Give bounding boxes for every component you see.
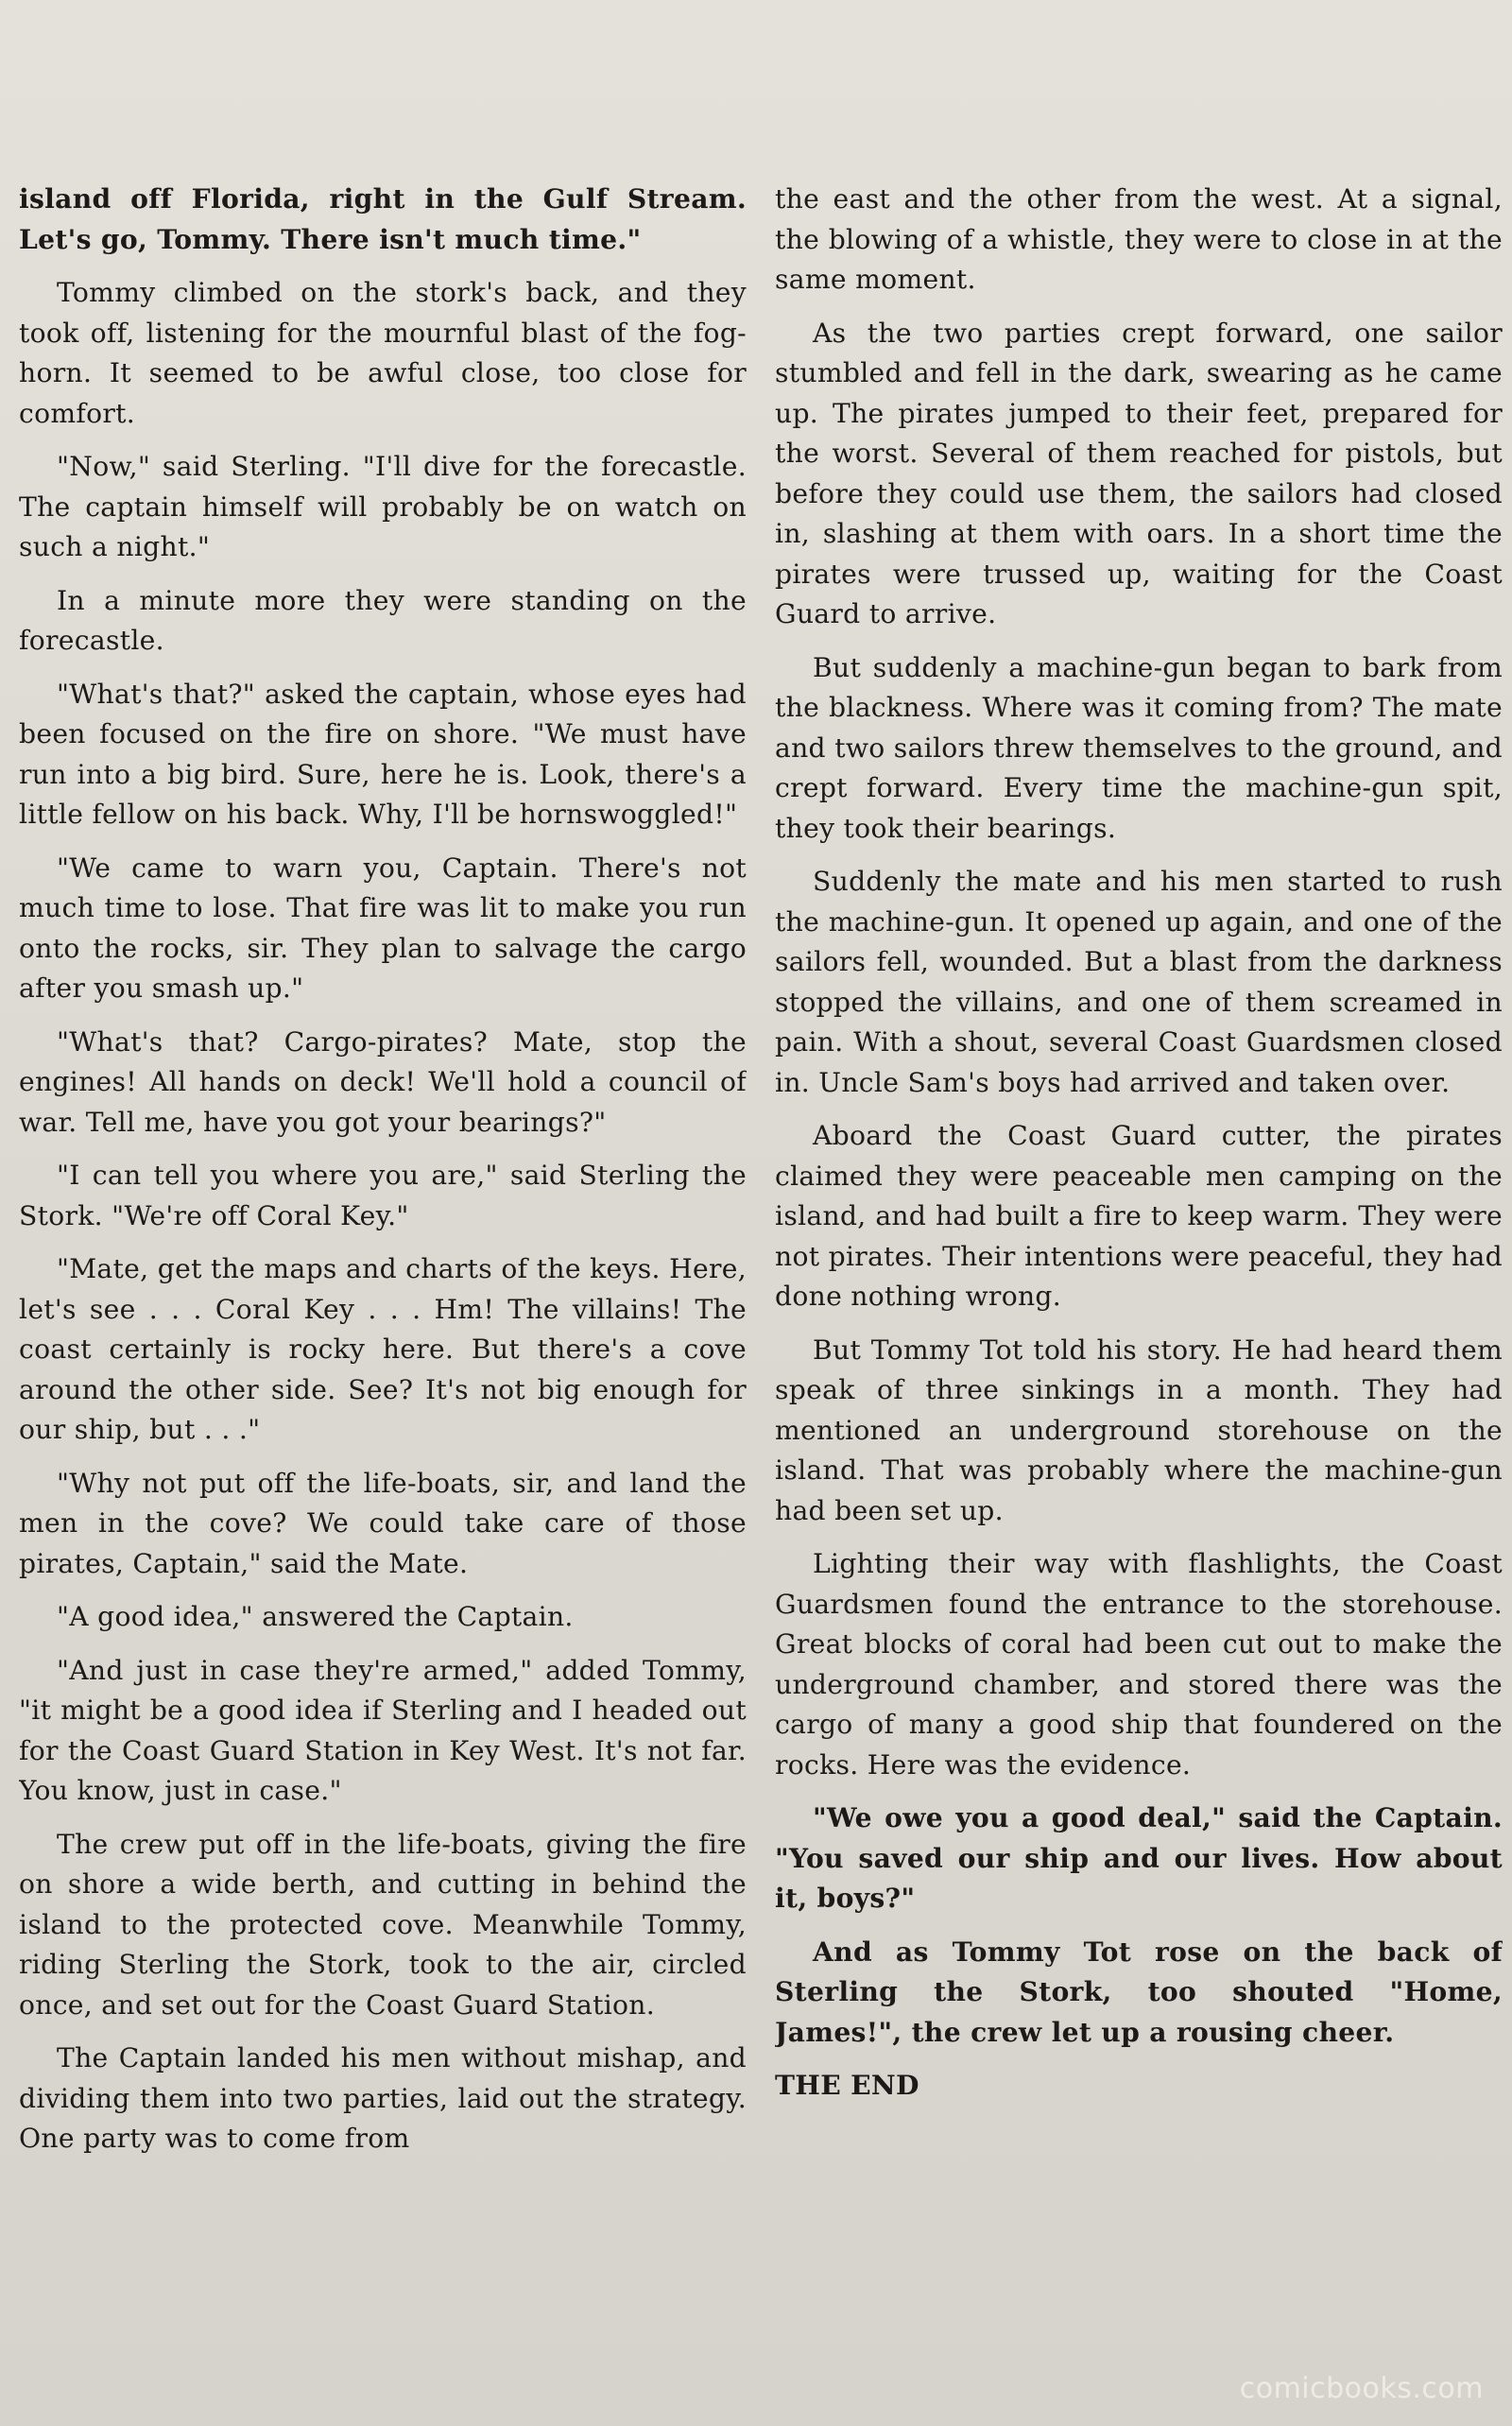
- paragraph: Lighting their way with flashlights, the Coast Guardsmen found the entrance to the storehouse. Great blocks of coral had been cut out to make the underground chamber, and stored there was the cargo of many a good ship that foundered on the rocks. Here was the evidence.: [775, 1548, 1503, 1781]
- paragraph: "And just in case they're armed," added Tommy, "it might be a good idea if Sterling and I headed out for the Coast Guard Station in Key West. It's not far. You know, just in case.": [19, 1654, 747, 1806]
- paragraph: the east and the other from the west. At a signal, the blowing of a whistle, they were to close in at the same moment.: [775, 183, 1503, 295]
- paragraph: Tommy climbed on the stork's back, and they took off, listening for the mournful blast of the fog-horn. It seemed to be awful close, too close for comfort.: [19, 277, 747, 429]
- paragraph: "Mate, get the maps and charts of the keys. Here, let's see . . . Coral Key . . . Hm! The villains! The coast certainly is rocky here. But there's a cove around the other side. See? It's not big enough for our ship, but . . .": [19, 1253, 747, 1445]
- paragraph: Suddenly the mate and his men started to rush the machine-gun. It opened up again, and one of the sailors fell, wounded. But a blast from the darkness stopped the villains, and one of them screamed in pain. With a shout, several Coast Guardsmen closed in. Uncle Sam's boys had arrived and taken over.: [775, 866, 1503, 1098]
- paragraph: The Captain landed his men without mishap, and dividing them into two parties, laid out the strategy. One party was to come from: [19, 2042, 747, 2154]
- paragraph: "We owe you a good deal," said the Captain. "You saved our ship and our lives. How about it, boys?": [775, 1802, 1503, 1914]
- paragraph: "What's that? Cargo-pirates? Mate, stop the engines! All hands on deck! We'll hold a council of war. Tell me, have you got your bearings?": [19, 1025, 747, 1138]
- site-watermark: comicbooks.com: [1239, 2372, 1484, 2405]
- paragraph: "I can tell you where you are," said Sterling the Stork. "We're off Coral Key.": [19, 1160, 747, 1231]
- paragraph: In a minute more they were standing on the forecastle.: [19, 584, 747, 656]
- paragraph: "We came to warn you, Captain. There's not much time to lose. That fire was lit to make you run onto the rocks, sir. They plan to salvage the cargo after you smash up.": [19, 852, 747, 1004]
- left-column: [19, 180, 747, 2353]
- paragraph: But suddenly a machine-gun began to bark from the blackness. Where was it coming from? The mate and two sailors threw themselves to the ground, and crept forward. Every time the machine-gun spit, they took their bearings.: [775, 651, 1503, 844]
- paragraph: The crew put off in the life-boats, giving the fire on shore a wide berth, and cutting in behind the island to the protected cove. Meanwhile Tommy, riding Sterling the Stork, took to the air, circled once, and set out for the Coast Guard Station.: [19, 1828, 747, 2021]
- the-end-heading: THE END: [775, 2070, 919, 2101]
- right-column: [775, 180, 1503, 2353]
- paragraph: Aboard the Coast Guard cutter, the pirates claimed they were peaceable men camping on the island, and had built a fire to keep warm. They were not pirates. Their intentions were peaceful, they had done nothing wrong.: [775, 1120, 1503, 1312]
- paragraph: island off Florida, right in the Gulf Stream. Let's go, Tommy. There isn't much time.": [19, 183, 747, 255]
- paragraph: "Why not put off the life-boats, sir, and land the men in the cove? We could take care of those pirates, Captain," said the Mate.: [19, 1467, 747, 1579]
- paragraph: "What's that?" asked the captain, whose eyes had been focused on the fire on shore. "We must have run into a big bird. Sure, here he is. Look, there's a little fellow on his back. Why, I'll be hornswoggled!": [19, 678, 747, 830]
- paragraph: And as Tommy Tot rose on the back of Sterling the Stork, too shouted "Home, James!", the crew let up a rousing cheer.: [775, 1936, 1503, 2048]
- paragraph: "Now," said Sterling. "I'll dive for the forecastle. The captain himself will probably be on watch on such a night.": [19, 451, 747, 562]
- paragraph: But Tommy Tot told his story. He had heard them speak of three sinkings in a month. They had mentioned an underground storehouse on the island. That was probably where the machine-gun had been set up.: [775, 1333, 1503, 1526]
- paragraph: "A good idea," answered the Captain.: [57, 1601, 574, 1632]
- paragraph: As the two parties crept forward, one sailor stumbled and fell in the dark, swearing as he came up. The pirates jumped to their feet, prepared for the worst. Several of them reached for pistols, but before they could use them, the sailors had closed in, slashing at them with oars. In a short time the pirates were trussed up, waiting for the Coast Guard to arrive.: [775, 317, 1503, 629]
